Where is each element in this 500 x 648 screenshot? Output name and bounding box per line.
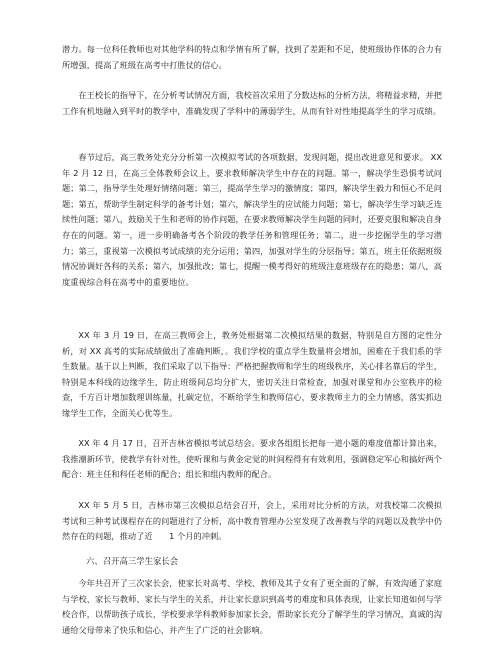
paragraph-1: 潜力。每一位科任教师也对其他学科的特点和学情有所了解，找到了差距和不足，使班级协作体的合力有所增强，提高了班级在高考中打胜仗的信心。 [62, 44, 442, 70]
paragraph-6: XX 年 5 月 5 日，吉林市第三次模拟总结会召开，会上，采用对比分析的方法，对我校第二次模拟考试和三种考试课程存在的问题进行了分析，高中教育管理办公室发现了改善教与学的问题以及教学中仍然存在的问题，推动了近 1 个月的冲刺。 [62, 500, 442, 542]
paragraph-7: 今年共召开了三次家长会，使家长对高考、学校、教师及其子女有了更全面的了解，有效沟通了家庭与学校、家长与教师、家长与学生的关系，并让家长意识到高考的难度和具体表现，让家长知道如何与学校合作，以帮助孩子成长，学校要求学科教师参加家长会，帮助家长充分了解学生的学习情况，真诚的沟通给父母带来了快乐和信心，并产生了广泛的社会影响。 [62, 578, 442, 635]
paragraph-3: 春节过后，高三教务处充分分析第一次模拟考试的各项数据，发现问题，提出改进意见和要求。 XX 年 2 月 12 日，在高三全体教师会议上，要求教师解决学生中存在的问题。第一，解决学生恐惧考试问题；第二，指导学生处理好情绪问题；第三，提高学生学习的激情度；第四，解决学生毅力和恒心不足问题；第五，帮助学生制定科学的备考计划；第六，解决学生的应试能力问题；第七，解决学生学习缺乏连续性问题；第八，鼓励关于生和老师的协作问题，在要求教师解决学生问题的同时，还要克服和解决自身存在的问题。第一，进一步明确备考各个阶段的教学任务和管理任务；第二，进一步挖掘学生的学习潜力；第三，重视第一次模拟考试成绩的充分运用；第四，加强对学生的分层指导；第五，班主任依据班级情况协调好各科的关系；第六，加强批改；第七，提醒一模考得好的班级注意班级存在的隐患；第八，高度重视综合科在高考中的重要地位。 [62, 152, 442, 287]
paragraph-5: XX 年 4 月 17 日，召开吉林省模拟考试总结会。要求各组组长把每一道小题的难度值都计算出来，我推潮新环节，使教学有针对性，使听课和与黄金定觉的时间程得有有效利用，强调稳定军心和搞好两个配合：班主任和科任老师的配合；组长和组内教师的配合。 [62, 438, 442, 480]
section-heading: 六、召开高三学生家长会 [86, 556, 179, 566]
paragraph-4: XX 年 3 月 19 日，在高三教师会上，教务处根据第二次模拟结果的数据，特别是自方图的定性分析，对 XX 高考的实际成绩做出了准确判断，。我们学校的重点学生数量将会增加，困难在于我们系的学生数量。基于以上判断，我们采取了以下指导：严格把握教师和学生的班级秩序，关心排名靠后的学生，特别是本科线的边缘学生，防止班级间总均分扩大，密切关注日常检查，加强对课堂和办公室秩序的检查，千方百计增加数理训练量，扎碳定位，不断给学生和教师信心，要求教师主力的全力情感，落实抓边缘学生工作，全面关心优等生。 [62, 330, 442, 418]
paragraph-2: 在王校长的指导下，在分析考试情况方面，我校首次采用了分数达标的分析方法，将精益求精，并把工作有机地融入到平时的教学中，准确发现了学科中的薄弱学生，从而有针对性地提高学生的学习成绩。 [62, 90, 442, 116]
